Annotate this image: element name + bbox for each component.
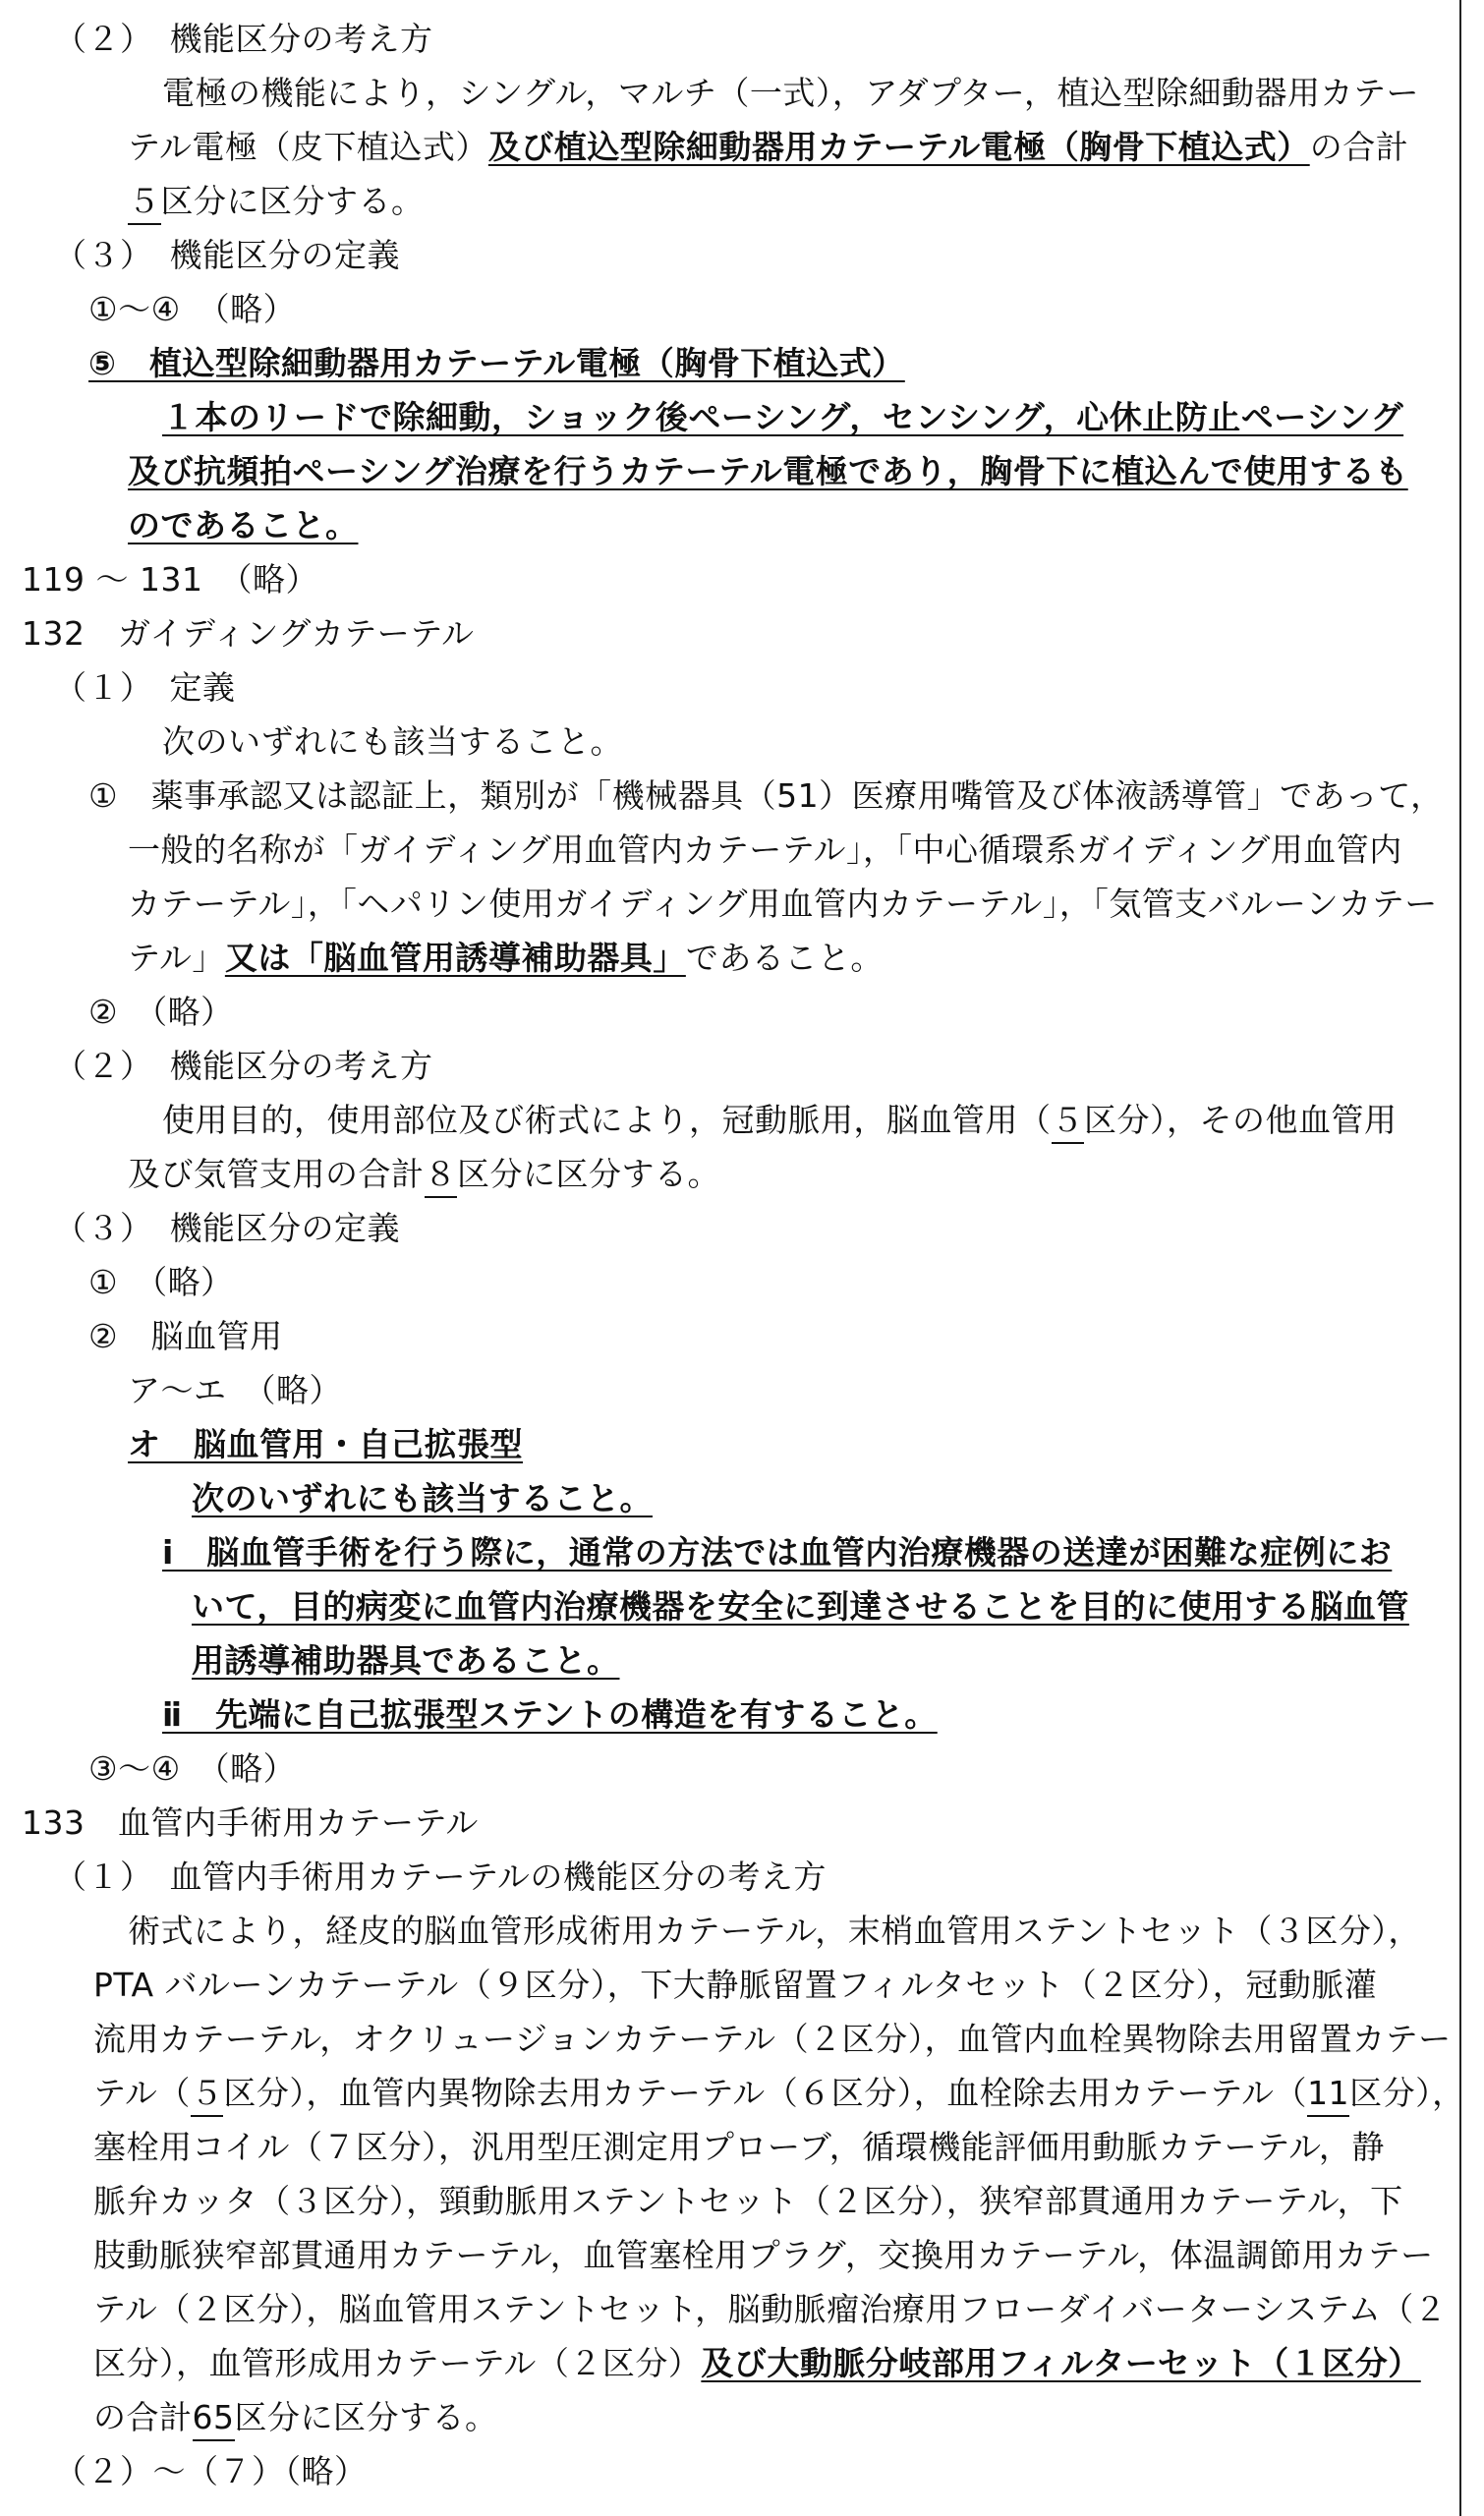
- line-text: （２）～（７）（略）: [54, 2452, 368, 2490]
- paragraph-line: [128, 823, 1402, 878]
- amended-text: いて，目的病変に血管内治療機器を安全に到達させることを目的に使用する脳血管: [192, 1587, 1409, 1626]
- line-text: ② （略）: [88, 993, 234, 1031]
- amended-text: １本のリードで除細動，ショック後ペーシング，センシング，心休止防止ペーシング: [162, 398, 1404, 436]
- line-text: テル（２区分），脳血管用ステントセット，脳動脈瘤治療用フローダイバーターシステム（２: [93, 2290, 1448, 2328]
- amended-text: 及び大動脈分岐部用フィルターセット（１区分）: [701, 2344, 1421, 2382]
- line-text: テル電極（皮下植込式）: [128, 128, 488, 166]
- paragraph-line: [128, 174, 425, 229]
- line-text: 流用カテーテル，オクリュージョンカテーテル（２区分），血管内血栓異物除去用留置カテー: [93, 2020, 1452, 2058]
- amended-number: 65: [193, 2396, 235, 2441]
- item-1: [88, 769, 1444, 824]
- line-text: テル（: [93, 2074, 191, 2112]
- paragraph-line: [93, 2390, 498, 2445]
- paragraph-line: [128, 877, 1438, 932]
- paragraph-line: [128, 1147, 720, 1202]
- line-text: （２） 機能区分の考え方: [54, 1047, 433, 1085]
- line-text: （１） 定義: [54, 668, 236, 707]
- line-text: 一般的名称が「ガイディング用血管内カテーテル」，「中心循環系ガイディング用血管内: [128, 830, 1402, 869]
- paragraph-line: [93, 2174, 1403, 2229]
- line-text: 区分に区分する。: [234, 2398, 498, 2436]
- line-text: 電極の機能により，シングル，マルチ（一式），アダプター，植込型除細動器用カテー: [162, 74, 1419, 112]
- amended-number: ５: [191, 2072, 224, 2117]
- paragraph-line: [93, 2228, 1434, 2283]
- item-2-omitted: [88, 985, 234, 1040]
- item-5-heading: [88, 336, 905, 391]
- amended-text: 次のいずれにも該当すること。: [192, 1479, 653, 1517]
- paragraph-line: [128, 120, 1408, 175]
- paragraph-line: [93, 1958, 1377, 2013]
- amended-text: 又は「脳血管用誘導補助器具」: [224, 939, 686, 977]
- paragraph-line: [192, 1471, 653, 1526]
- amended-text: ⅰ 脳血管手術を行う際に，通常の方法では血管内治療機器の送達が困難な症例にお: [162, 1533, 1393, 1572]
- line-text: 次のいずれにも該当すること。: [162, 722, 623, 761]
- line-text: であること。: [685, 939, 884, 977]
- line-text: ② 脳血管用: [88, 1317, 283, 1355]
- paragraph-line: [162, 390, 1403, 445]
- line-text: 及び気管支用の合計: [128, 1155, 425, 1193]
- paragraph-line: [128, 931, 884, 986]
- paragraph-line: [162, 66, 1419, 121]
- paragraph-line: [192, 1633, 620, 1688]
- paragraph-line: [93, 2066, 1465, 2121]
- paragraph-line: [93, 2282, 1447, 2337]
- line-text: の合計: [1309, 128, 1409, 166]
- paragraph-line: [162, 1093, 1398, 1148]
- line-text: ア～エ （略）: [128, 1371, 342, 1409]
- paragraph-line: [162, 715, 623, 770]
- amended-number: ５: [128, 180, 161, 225]
- paragraph-line: [192, 1579, 1409, 1634]
- amended-text: 用誘導補助器具であること。: [192, 1641, 620, 1680]
- omitted-items: [88, 282, 296, 337]
- line-text: 区分），: [1349, 2074, 1465, 2112]
- amended-text: 及び植込型除細動器用カテーテル電極（胸骨下植込式）: [487, 128, 1310, 166]
- amended-text: のであること。: [128, 506, 359, 544]
- paragraph-line: [128, 1904, 1421, 1959]
- heading-3-definition: [54, 228, 400, 283]
- paragraph-line: [128, 444, 1408, 499]
- line-text: 133 血管内手術用カテーテル: [22, 1803, 479, 1842]
- item-2-heading: [88, 1309, 283, 1364]
- heading-1-definition: [54, 660, 236, 715]
- right-margin-rule: [1459, 0, 1461, 2516]
- line-text: 脈弁カッタ（３区分），頸動脈用ステントセット（２区分），狭窄部貫通用カテーテル，下: [93, 2182, 1403, 2220]
- heading-2-concept: [54, 1039, 433, 1094]
- line-text: （３） 機能区分の定義: [54, 236, 400, 274]
- line-text: （１） 血管内手術用カテーテルの機能区分の考え方: [54, 1858, 827, 1896]
- section-133-title: [22, 1796, 479, 1851]
- line-text: ①～④ （略）: [88, 290, 297, 328]
- line-text: 132 ガイディングカテーテル: [22, 614, 475, 653]
- line-text: ③～④ （略）: [88, 1749, 297, 1788]
- paragraph-line: [93, 2336, 1421, 2391]
- line-text: テル」: [128, 939, 225, 977]
- line-text: 区分），その他血管用: [1084, 1101, 1398, 1139]
- line-text: の合計: [93, 2398, 193, 2436]
- line-text: ① （略）: [88, 1263, 234, 1301]
- items-3-4-omitted: [88, 1742, 296, 1797]
- amended-number: 11: [1307, 2072, 1349, 2117]
- subitem-ii: [162, 1687, 938, 1743]
- section-119-131: [22, 552, 318, 607]
- amended-number: ５: [1052, 1099, 1085, 1144]
- line-text: 塞栓用コイル（７区分），汎用型圧測定用プローブ，循環機能評価用動脈カテーテル，静: [93, 2128, 1385, 2166]
- headings-2-7-omitted: [54, 2444, 368, 2499]
- line-text: 区分に区分する。: [457, 1155, 720, 1193]
- paragraph-line: [93, 2012, 1452, 2067]
- line-text: 術式により，経皮的脳血管形成術用カテーテル，末梢血管用ステントセット（３区分），: [128, 1912, 1421, 1950]
- item-1-omitted: [88, 1255, 234, 1310]
- paragraph-line: [93, 2120, 1385, 2175]
- line-text: 119 ～ 131 （略）: [22, 560, 318, 599]
- paragraph-line: [128, 498, 359, 553]
- line-text: 肢動脈狭窄部貫通用カテーテル，血管塞栓用プラグ，交換用カテーテル，体温調節用カテー: [93, 2236, 1434, 2274]
- line-text: 区分に区分する。: [160, 182, 425, 220]
- line-text: カテーテル」，「ヘパリン使用ガイディング用血管内カテーテル」，「気管支バルーンカテー: [128, 885, 1438, 923]
- subitem-o-heading: [128, 1417, 523, 1472]
- line-text: 使用目的，使用部位及び術式により，冠動脈用，脳血管用（: [162, 1101, 1052, 1139]
- line-text: （２） 機能区分の考え方: [54, 20, 433, 58]
- subitems-omitted: [128, 1363, 342, 1418]
- amended-text: ⅱ 先端に自己拡張型ステントの構造を有すること。: [162, 1695, 938, 1734]
- section-132-title: [22, 606, 475, 661]
- line-text: ① 薬事承認又は認証上，類別が「機械器具（51）医療用嘴管及び体液誘導管」であって，: [88, 776, 1444, 815]
- line-text: 区分），血管内異物除去用カテーテル（６区分），血栓除去用カテーテル（: [223, 2074, 1308, 2112]
- heading-2-concept: [54, 12, 433, 67]
- amended-text: 及び抗頻拍ペーシング治療を行うカテーテル電極であり，胸骨下に植込んで使用するも: [128, 452, 1408, 490]
- line-text: 区分），血管形成用カテーテル（２区分）: [93, 2344, 702, 2382]
- line-text: PTA バルーンカテーテル（９区分），下大静脈留置フィルタセット（２区分），冠動脈灌: [93, 1966, 1378, 2004]
- line-text: （３） 機能区分の定義: [54, 1209, 400, 1247]
- amended-number: ８: [425, 1153, 458, 1198]
- amended-text: ⑤ 植込型除細動器用カテーテル電極（胸骨下植込式）: [88, 344, 905, 382]
- heading-1-concept: [54, 1850, 827, 1905]
- amended-text: オ 脳血管用・自己拡張型: [128, 1425, 523, 1463]
- heading-3-definition: [54, 1201, 400, 1256]
- subitem-i: [162, 1525, 1392, 1580]
